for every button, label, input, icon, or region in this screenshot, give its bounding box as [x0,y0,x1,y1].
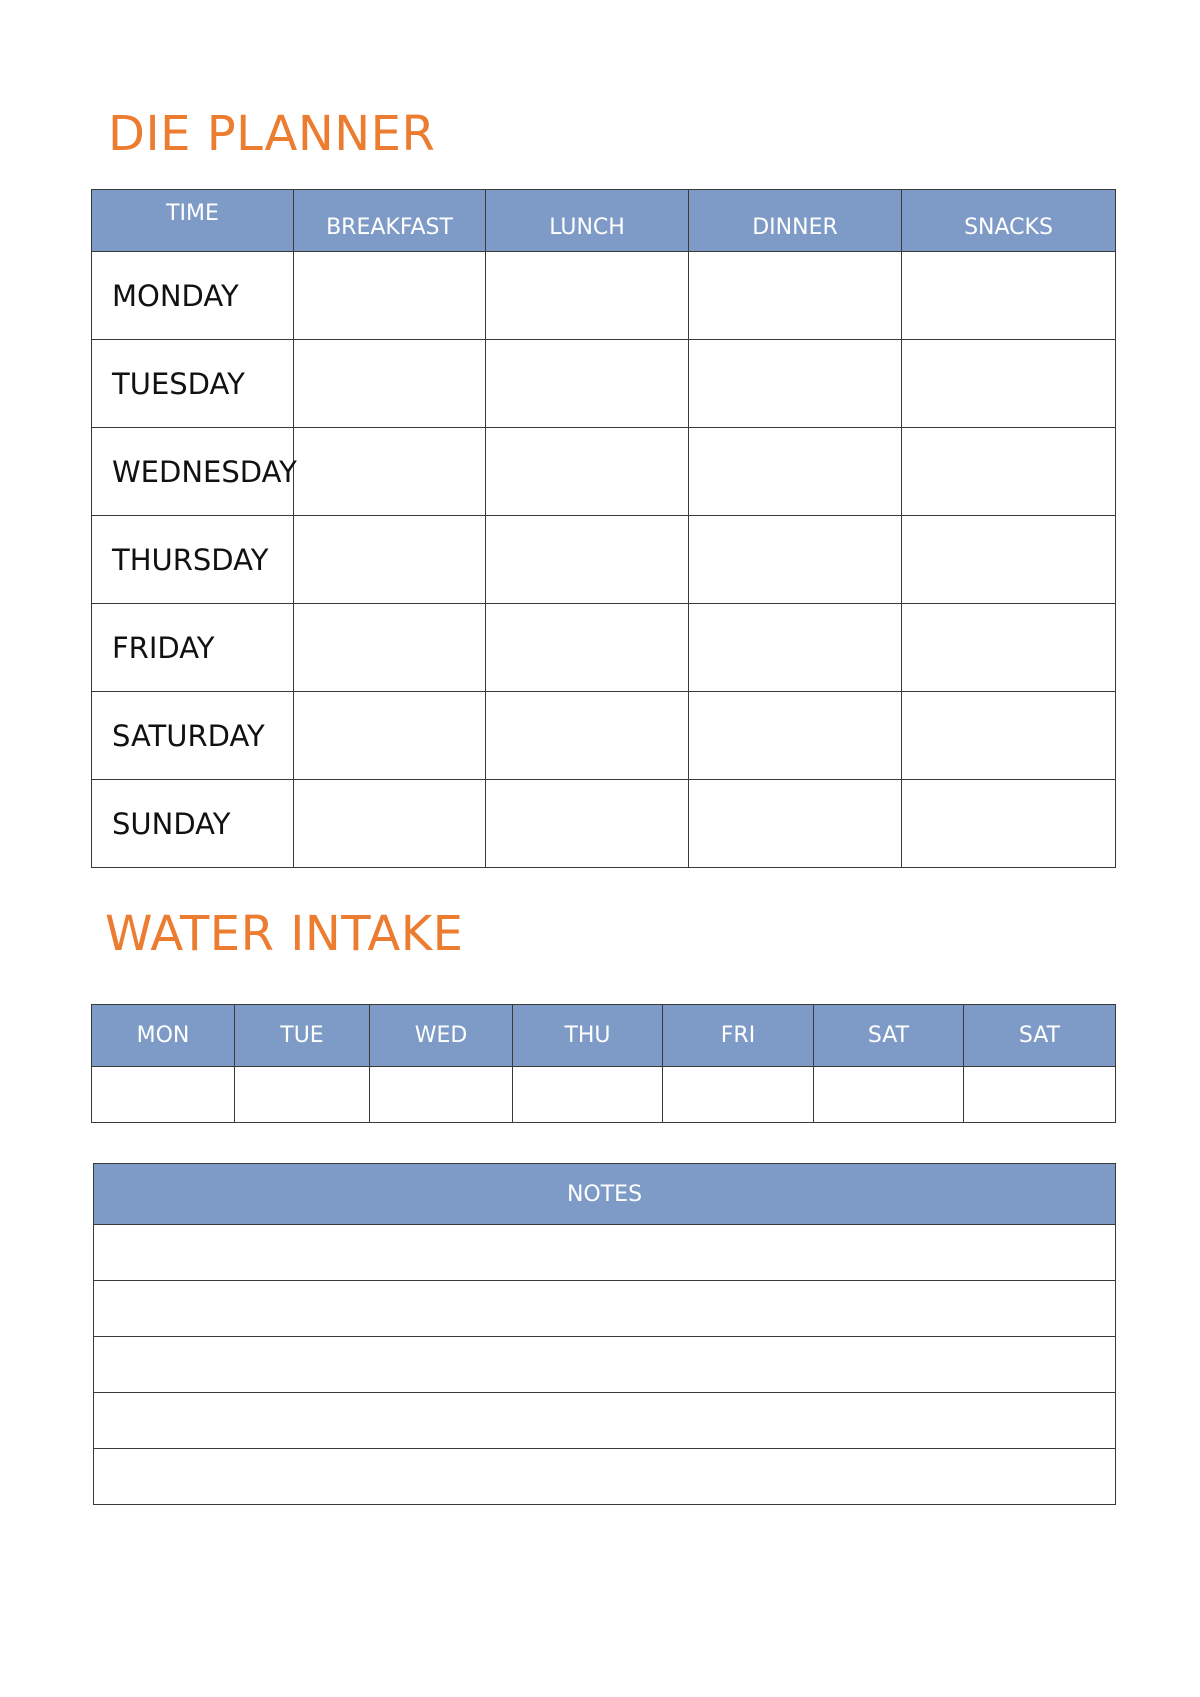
water-header-wed: WED [370,1005,513,1067]
water-cell-fri[interactable] [663,1067,814,1123]
header-lunch: LUNCH [486,190,689,252]
meal-cell-lunch[interactable] [486,780,689,868]
notes-line [94,1225,1116,1281]
meal-row-tuesday [92,340,1116,428]
notes-line [94,1449,1116,1505]
meal-cell-breakfast[interactable] [294,604,486,692]
meal-cell-breakfast[interactable] [294,252,486,340]
day-label: THURSDAY [92,516,294,604]
meal-row-monday [92,252,1116,340]
meal-cell-snacks[interactable] [902,780,1116,868]
notes-line [94,1281,1116,1337]
meal-cell-dinner[interactable] [689,692,902,780]
day-label: WEDNESDAY [92,428,294,516]
meal-cell-breakfast[interactable] [294,780,486,868]
notes-table [93,1163,1116,1505]
water-header-sat: SAT [814,1005,964,1067]
day-label: FRIDAY [92,604,294,692]
meal-cell-lunch[interactable] [486,516,689,604]
water-cell-wed[interactable] [370,1067,513,1123]
notes-line [94,1393,1116,1449]
day-label: SATURDAY [92,692,294,780]
water-header-tue: TUE [235,1005,370,1067]
water-header-row [92,1005,1116,1067]
meal-cell-dinner[interactable] [689,252,902,340]
notes-header-row [94,1164,1116,1225]
meal-cell-breakfast[interactable] [294,428,486,516]
notes-line [94,1337,1116,1393]
meal-cell-snacks[interactable] [902,252,1116,340]
water-intake-title: WATER INTAKE [105,906,464,962]
meal-cell-dinner[interactable] [689,604,902,692]
header-time: TIME [92,190,294,252]
water-intake-table [91,1004,1116,1123]
meal-cell-snacks[interactable] [902,340,1116,428]
meal-row-wednesday [92,428,1116,516]
water-header-mon: MON [92,1005,235,1067]
water-entry-row [92,1067,1116,1123]
notes-line-cell[interactable] [94,1337,1116,1393]
meal-cell-breakfast[interactable] [294,516,486,604]
meal-cell-snacks[interactable] [902,516,1116,604]
water-cell-sat[interactable] [814,1067,964,1123]
meal-header-row [92,190,1116,252]
water-header-thu: THU [513,1005,663,1067]
meal-cell-snacks[interactable] [902,428,1116,516]
day-label: SUNDAY [92,780,294,868]
meal-cell-breakfast[interactable] [294,340,486,428]
meal-row-sunday [92,780,1116,868]
meal-cell-dinner[interactable] [689,428,902,516]
water-header-sat-2: SAT [964,1005,1116,1067]
water-header-fri: FRI [663,1005,814,1067]
meal-planner-table [91,189,1116,868]
day-label: TUESDAY [92,340,294,428]
meal-row-friday [92,604,1116,692]
meal-cell-lunch[interactable] [486,340,689,428]
notes-line-cell[interactable] [94,1225,1116,1281]
notes-line-cell[interactable] [94,1281,1116,1337]
meal-row-saturday [92,692,1116,780]
meal-cell-breakfast[interactable] [294,692,486,780]
meal-cell-dinner[interactable] [689,340,902,428]
meal-cell-lunch[interactable] [486,604,689,692]
water-cell-mon[interactable] [92,1067,235,1123]
meal-cell-lunch[interactable] [486,692,689,780]
notes-line-cell[interactable] [94,1393,1116,1449]
meal-cell-lunch[interactable] [486,428,689,516]
meal-cell-dinner[interactable] [689,516,902,604]
meal-planner-title: DIE PLANNER [108,106,436,162]
water-cell-sat-2[interactable] [964,1067,1116,1123]
header-dinner: DINNER [689,190,902,252]
notes-line-cell[interactable] [94,1449,1116,1505]
notes-header: NOTES [94,1164,1116,1225]
meal-cell-snacks[interactable] [902,692,1116,780]
water-cell-thu[interactable] [513,1067,663,1123]
header-breakfast: BREAKFAST [294,190,486,252]
water-cell-tue[interactable] [235,1067,370,1123]
meal-row-thursday [92,516,1116,604]
meal-cell-dinner[interactable] [689,780,902,868]
day-label: MONDAY [92,252,294,340]
header-snacks: SNACKS [902,190,1116,252]
meal-cell-lunch[interactable] [486,252,689,340]
meal-cell-snacks[interactable] [902,604,1116,692]
